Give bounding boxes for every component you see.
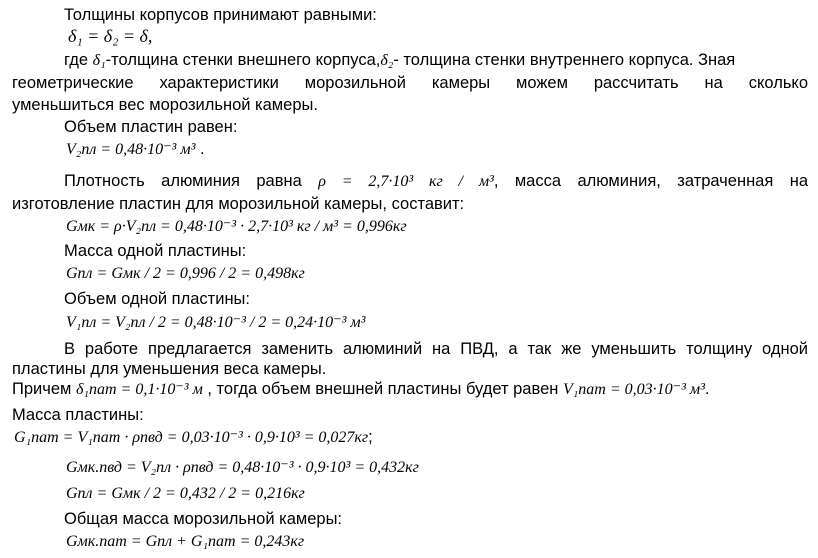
formula: Gпл = Gмк / 2 = 0,432 / 2 = 0,216кг xyxy=(66,485,305,502)
text-line xyxy=(64,6,377,25)
formula-line xyxy=(66,313,365,332)
text-line xyxy=(64,510,342,529)
line-text: Толщины корпусов принимают равными: xyxy=(64,6,377,24)
formula: δ₂ xyxy=(380,52,394,69)
text-line xyxy=(12,406,144,425)
line-text: Причем xyxy=(12,380,76,398)
text-line xyxy=(64,242,246,261)
formula: δ₁ xyxy=(92,52,106,69)
text-line xyxy=(64,290,250,309)
line-text: , тогда объем внешней пластины будет равен xyxy=(202,380,563,398)
line-text: Объем одной пластины: xyxy=(64,290,251,308)
formula: V₁пат = 0,03·10⁻³ м³ xyxy=(562,381,705,398)
text-line xyxy=(12,74,808,93)
formula: δ₁пат = 0,1·10⁻³ м xyxy=(75,381,203,398)
punctuation: ; xyxy=(368,428,373,446)
formula: V₂пл = 0,48·10⁻³ м³ xyxy=(66,141,196,158)
line-text: изготовление пластин для морозильной камеры, составит: xyxy=(12,195,465,213)
text-line xyxy=(64,118,237,137)
formula: Gмк = ρ·V₂пл = 0,48·10⁻³ · 2,7·10³ кг / м³ = 0,996кг xyxy=(66,218,407,235)
line-text: -толщина стенки внешнего корпуса, xyxy=(105,51,381,69)
formula: δ₁ = δ₂ = δ, xyxy=(68,26,153,46)
formula: G₁пат = V₁пат · ρпвд = 0,03·10⁻³ · 0,9·10³ = 0,027кг xyxy=(14,429,369,446)
formula: V₁пл = V₂пл / 2 = 0,48·10⁻³ / 2 = 0,24·10⁻³ м³ xyxy=(66,314,366,331)
formula-line xyxy=(66,484,305,503)
text-line xyxy=(12,360,326,379)
text-line xyxy=(12,195,464,214)
text-line xyxy=(64,340,808,359)
line-text: где xyxy=(64,51,93,69)
formula-line xyxy=(66,532,304,551)
formula-line xyxy=(66,140,205,159)
formula-line xyxy=(66,217,407,236)
line-text: Масса пластины: xyxy=(12,406,144,424)
text-line xyxy=(12,96,318,115)
formula-line xyxy=(66,458,419,477)
line-text: геометрические характеристики морозильной камеры можем рассчитать на сколько xyxy=(12,74,808,92)
line-text: - толщина стенки внутреннего корпуса. Зная xyxy=(393,51,736,69)
text-line xyxy=(12,380,709,399)
line-text: В работе предлагается заменить алюминий на ПВД, а так же уменьшить толщину одной xyxy=(64,340,808,358)
formula-line xyxy=(14,428,373,447)
line-text: Общая масса морозильной камеры: xyxy=(64,510,343,528)
line-text: , масса алюминия, затраченная на xyxy=(493,172,808,190)
formula-line xyxy=(68,27,152,47)
line-text: Объем пластин равен: xyxy=(64,118,238,136)
line-text: Плотность алюминия равна xyxy=(64,172,319,190)
text-line xyxy=(64,172,808,191)
line-text: пластины для уменьшения веса камеры. xyxy=(12,360,327,378)
line-text: уменьшиться вес морозильной камеры. xyxy=(12,96,318,114)
formula: Gпл = Gмк / 2 = 0,996 / 2 = 0,498кг xyxy=(66,265,305,282)
text-line xyxy=(64,51,735,70)
line-text: . xyxy=(704,380,710,398)
formula-line xyxy=(66,264,305,283)
line-text: Масса одной пластины: xyxy=(64,242,247,260)
formula: ρ = 2,7·10³ кг / м³ xyxy=(318,173,494,190)
punctuation: . xyxy=(199,140,205,158)
formula: Gмк.пвд = V₂пл · ρпвд = 0,48·10⁻³ · 0,9·10³ = 0,432кг xyxy=(66,459,419,476)
formula: Gмк.пат = Gпл + G₁пат = 0,243кг xyxy=(66,533,305,550)
